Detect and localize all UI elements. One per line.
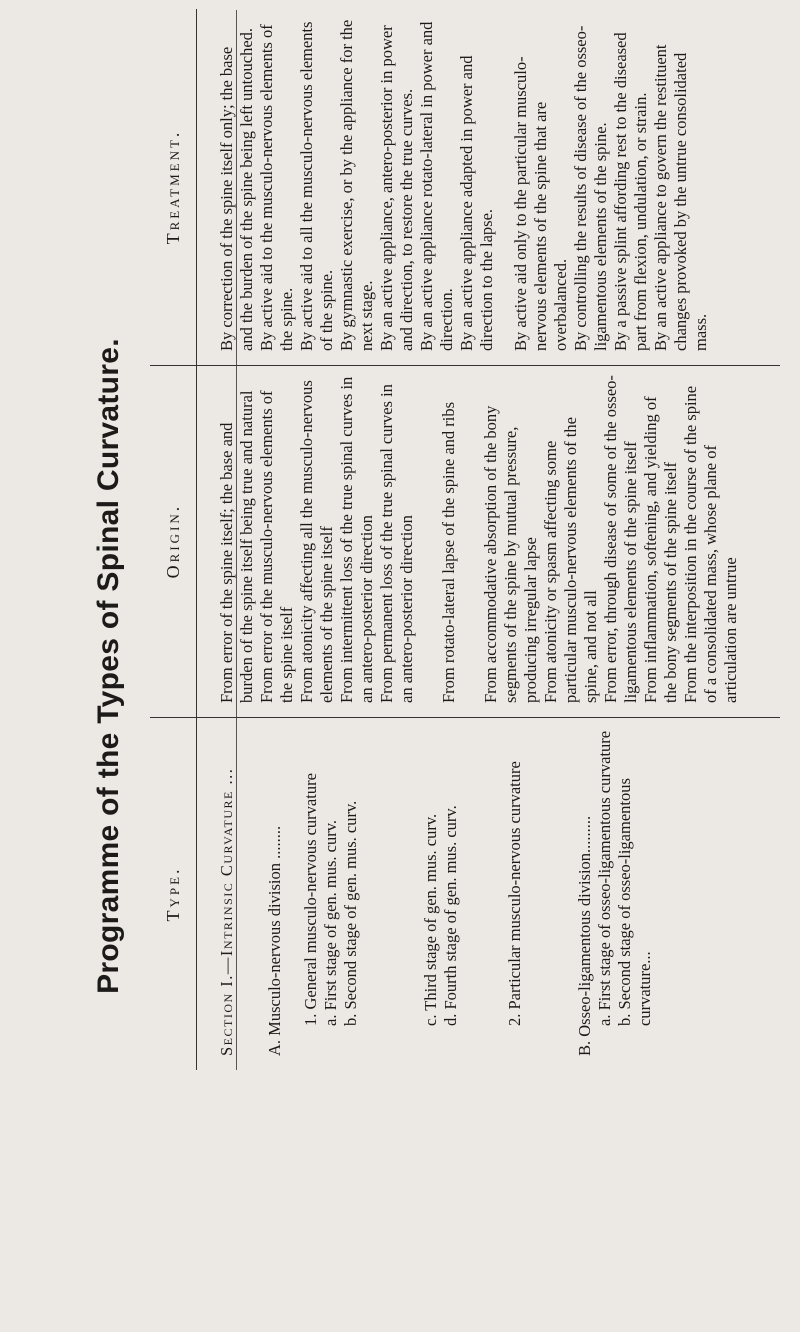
treatment-header: Treatment. <box>150 9 197 365</box>
treatment-7: By active aid only to the particular musculo-nervous elements of the spine that are overbalanced. <box>511 56 570 351</box>
treatment-9: By a passive splint affording rest to the diseased part from flexion, undulation, or strain. <box>611 32 650 351</box>
type-a1c: c. Third stage of gen. mus. curv. <box>421 813 440 1026</box>
type-a2: 2. Particular musculo-nervous curvature <box>505 761 524 1026</box>
treatment-10: By an active appliance to govern the restituent changes provoked by the untrue consolidated mass. <box>651 44 710 351</box>
origin-6: From accommodative absorption of the bony segments of the spine by mutual pressure, producing irregular lapse <box>481 405 540 703</box>
type-bb: b. Second stage of osseo-ligamentous curvature... <box>615 778 654 1026</box>
treatment-5: By an active appliance rotato-lateral in power and direction. <box>417 21 456 351</box>
origin-header: Origin. <box>150 365 197 717</box>
origin-4: From permanent loss of the true spinal curves in an antero-posterior direction <box>377 384 416 703</box>
type-a1: 1. General musculo-nervous curvature <box>301 773 320 1026</box>
origin-7: From atonicity or spasm affecting some particular musculo-nervous elements of the spine, and not all <box>541 417 600 703</box>
section-label: Section I.—Intrinsic Curvature ... <box>217 767 236 1056</box>
type-ba: a. First stage of osseo-ligamentous curvature <box>595 730 614 1026</box>
type-a1d: d. Fourth stage of gen. mus. curv. <box>441 805 460 1026</box>
treatment-column <box>150 9 780 366</box>
type-header: Type. <box>150 718 197 1070</box>
origin-8: From error, through disease of some of the osseo-ligamentous elements of the spine itself <box>601 375 640 703</box>
type-a1b: b. Second stage of gen. mus. curv. <box>341 800 360 1026</box>
type-a: A. Musculo-nervous division ........ <box>265 825 284 1056</box>
origin-2: From atonicity affecting all the musculo-nervous elements of the spine itself <box>297 380 336 703</box>
origin-10: From the interposition in the course of the spine of a consolidated mass, whose plane of articulation are untrue <box>681 385 740 703</box>
origin-9: From inflammation, softening, and yielding of the bony segments of the spine itself <box>641 396 680 703</box>
curvature-table <box>150 10 780 1070</box>
treatment-1: By active aid to the musculo-nervous elements of the spine. <box>257 24 296 351</box>
origin-column <box>150 365 780 718</box>
origin-5: From rotato-lateral lapse of the spine and ribs <box>439 401 458 703</box>
treatment-2: By active aid to all the musculo-nervous elements of the spine. <box>297 21 336 351</box>
origin-0: From error of the spine itself; the base and burden of the spine itself being true and natural <box>217 390 256 703</box>
treatment-3: By gymnastic exercise, or by the appliance for the next stage. <box>337 19 376 351</box>
type-b: B. Osseo-ligamentous division......... <box>575 815 594 1056</box>
origin-1: From error of the musculo-nervous elements of the spine itself <box>257 390 296 703</box>
origin-3: From intermittent loss of the true spinal curves in an antero-posterior direction <box>337 376 376 703</box>
page-title: Programme of the Types of Spinal Curvature. <box>92 338 125 994</box>
treatment-4: By an active appliance, antero-posterior in power and direction, to restore the true curves. <box>377 25 416 351</box>
treatment-8: By controlling the results of disease of the osseo-ligamentous elements of the spine. <box>571 25 610 351</box>
type-a1a: a. First stage of gen. mus. curv. <box>321 819 340 1026</box>
type-column <box>150 718 780 1070</box>
treatment-0: By correction of the spine itself only; the base and the burden of the spine being left untouched. <box>217 27 256 351</box>
treatment-6: By an active appliance adapted in power and direction to the lapse. <box>457 55 496 351</box>
